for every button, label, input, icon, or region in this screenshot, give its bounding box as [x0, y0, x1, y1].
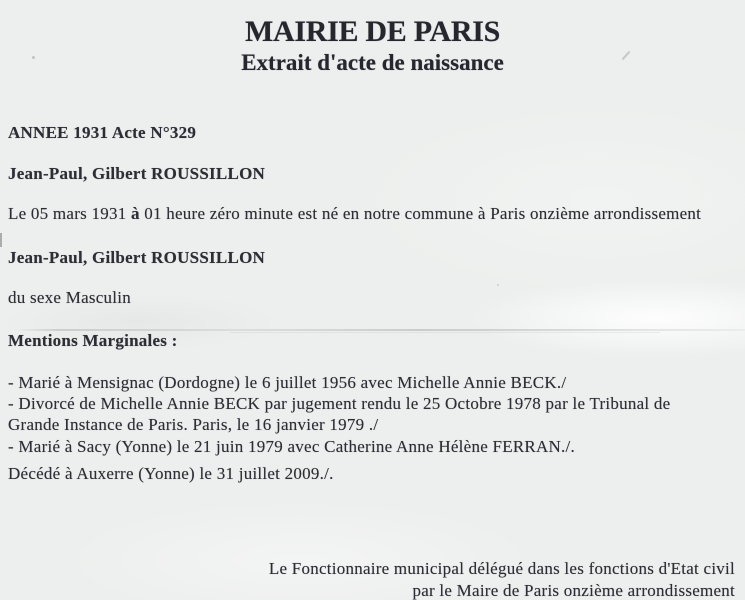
act-number-line: ANNEE 1931 Acte N°329 [8, 123, 197, 142]
mention-line-divorce-part-2: Grande Instance de Paris. Paris, le 16 janvier 1979 ./ [8, 415, 379, 434]
mention-line-marriage-1: - Marié à Mensignac (Dordogne) le 6 juillet 1956 avec Michelle Annie BECK./ [8, 373, 567, 392]
dust-speck [497, 284, 499, 286]
child-name-line-2: Jean-Paul, Gilbert ROUSSILLON [8, 248, 266, 267]
scan-edge-artifact [0, 233, 2, 247]
mention-line-divorce-part-1: - Divorcé de Michelle Annie BECK par jugement rendu le 25 Octobre 1978 par le Tribunal de [8, 394, 671, 413]
sex-line: du sexe Masculin [8, 288, 131, 307]
document-title: MAIRIE DE PARIS [245, 15, 500, 48]
birth-statement-prefix: Le 05 mars 1931 [8, 204, 131, 223]
mentions-heading: Mentions Marginales : [8, 331, 178, 350]
child-name-line-1: Jean-Paul, Gilbert ROUSSILLON [8, 164, 266, 183]
signature-block [269, 558, 735, 600]
paper-crease-artifact [230, 332, 660, 333]
marginal-mentions-block [8, 372, 670, 457]
birth-statement-suffix: 01 heure zéro minute est né en notre commune à Paris onzième arrondissement [139, 204, 702, 223]
birth-statement-line [8, 204, 701, 224]
death-mention-line: Décédé à Auxerre (Yonne) le 31 juillet 2009./. [8, 464, 334, 483]
document-subtitle: Extrait d'acte de naissance [241, 50, 504, 75]
birth-statement-bold-a: à [130, 204, 140, 223]
signature-authority-line: par le Maire de Paris onzième arrondissement [412, 581, 735, 600]
signature-capacity-line: Le Fonctionnaire municipal délégué dans les fonctions d'Etat civil [268, 559, 735, 578]
mention-line-marriage-2: - Marié à Sacy (Yonne) le 21 juin 1979 avec Catherine Anne Hélène FERRAN./. [8, 437, 576, 456]
